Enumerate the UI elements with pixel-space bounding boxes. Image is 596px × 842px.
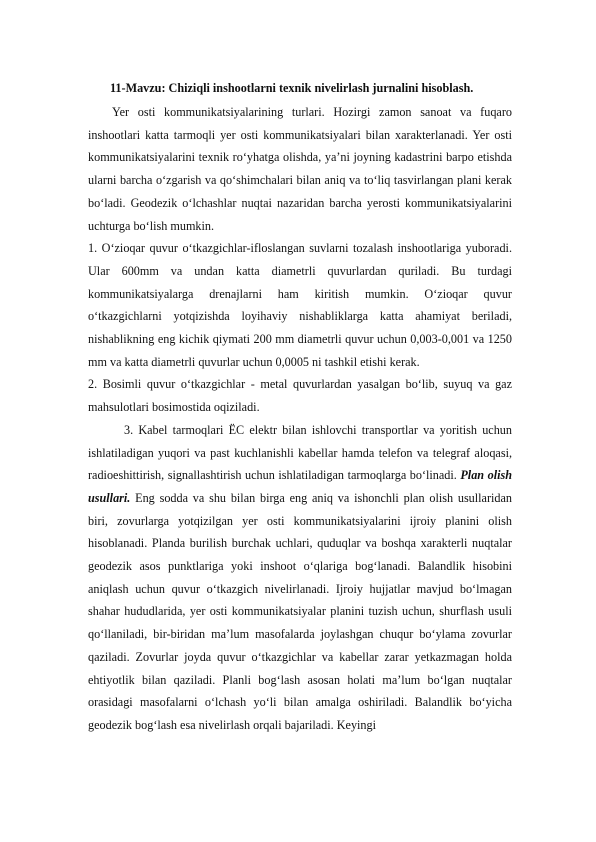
list-item-3-text: 3. Kabel tarmoqlari ЁС elektr bilan ishlovchi transportlar va yoritish uchun ishlatiladigan yuqori va past kuchlanishli kabellar hamda telefon va telegraf aloqasi, radioeshittirish, signallashtirish uchun ishlatiladigan tarmoqlarga bo‘linadi. [88,422,512,483]
list-item-3 [88,419,512,737]
intro-paragraph: Yer osti kommunikatsiyalarining turlari. Hozirgi zamon sanoat va fuqaro inshootlari katta tarmoqli yer osti kommunikatsiyalari bilan xarakterlanadi. Yer osti kommunikatsiyalarini texnik ro‘yhatga olishda, ya’ni joyning kadastrini barpo etishda ularni barcha o‘zgarish va qo‘shimchalari bilan aniq va to‘liq tasvirlangan plani kerak bo‘ladi. Geodezik o‘lchashlar nuqtai nazaridan barcha yerosti kommunikatsiyalarini uchturga bo‘lish mumkin. [88,105,512,233]
list-item-1: 1. O‘zioqar quvur o‘tkazgichlar-ifloslangan suvlarni tozalash inshootlariga yuboradi. Ular 600mm va undan katta diametrli quvurlardan quriladi. Bu turdagi kommunikatsiyalarga drenajlarni ham kiritish mumkin. O‘zioqar quvur o‘tkazgichlarni yotqizishda loyihaviy nishabliklarga katta ahamiyat beriladi, nishablikning eng kichik qiymati 200 mm diametrli quvur uchun 0,003-0,001 va 1250 mm va katta diametrli quvurlar uchun 0,0005 ni tashkil etishi kerak. [88,241,512,369]
plan-methods-heading: Plan olish usullari. [88,468,512,505]
plan-methods-text: Eng sodda va shu bilan birga eng aniq va ishonchli plan olish usullaridan biri, zovurlarga yotqizilgan yer osti kommunikatsiyalarini ijroiy planini olish hisoblanadi. Planda burilish burchak uchlari, quduqlar va boshqa xarakterli nuqtalar geodezik asos punktlariga yoki inshoot o‘qlariga bog‘lanadi. Balandlik hisobini aniqlash uchun quvur o‘tkazgich nivelirlanadi. Ijroiy hujjatlar mavjud bo‘lmagan shahar hududlarida, yer osti kommunikatsiyalar planini tuzish uchun, shurflash usuli qo‘llaniladi, bir-biridan ma’lum masofalarda joylashgan chuqur bo‘ylama zovurlar qaziladi. Zovurlar joyda quvur o‘tkazgichlar va kabellar zarar yetkazmagan holda ehtiyotlik bilan qaziladi. Planli bog‘lash asosan holati ma’lum bo‘lgan nuqtalar orasidagi masofalarni o‘lchash yo‘li bilan amalga oshiriladi. Balandlik bo‘yicha geodezik bog‘lash esa nivelirlash orqali bajariladi. Keyingi [88,490,512,732]
document-page [88,78,512,737]
document-title: 11-Mavzu: Chiziqli inshootlarni texnik nivelirlash jurnalini hisoblash. [110,81,474,95]
list-item-2: 2. Bosimli quvur o‘tkazgichlar - metal quvurlardan yasalgan bo‘lib, suyuq va gaz mahsulotlari bosimostida oqiziladi. [88,377,512,415]
